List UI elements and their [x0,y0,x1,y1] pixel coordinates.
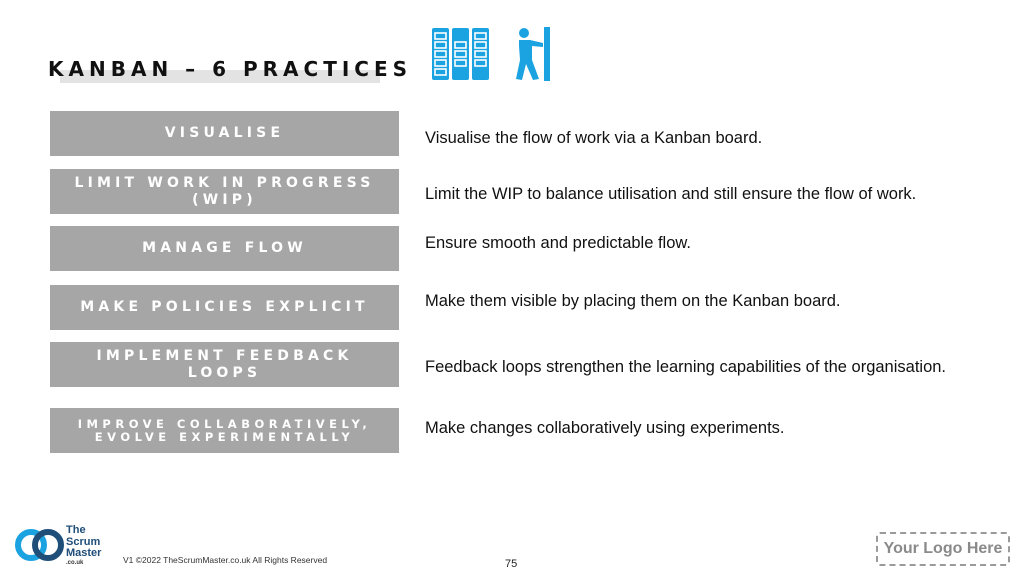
brand-domain: .co.uk [66,559,84,566]
page-number: 75 [505,558,518,570]
practice-description: Visualise the flow of work via a Kanban board. [425,129,763,147]
practice-description: Make changes collaboratively using experiments. [425,419,785,437]
brand-wordmark [66,525,101,567]
brand-line: Scrum [66,535,101,548]
title-block [48,56,413,84]
practice-description: Limit the WIP to balance utilisation and still ensure the flow of work. [425,185,917,203]
practice-visualise [50,111,399,156]
practice-description: Ensure smooth and predictable flow. [425,234,691,252]
practice-label: IMPROVE COLLABORATIVELY, EVOLVE EXPERIMENTALLY [77,416,372,444]
kanban-board-icon [431,26,491,82]
practice-limit-wip [50,169,399,214]
practice-feedback-loops [50,342,399,387]
practice-description: Feedback loops strengthen the learning capabilities of the organisation. [425,358,947,376]
practice-description: Make them visible by placing them on the Kanban board. [425,292,841,310]
practice-label: MANAGE FLOW [142,240,307,256]
brand-line: The [66,524,86,536]
practice-label: MAKE POLICIES EXPLICIT [80,299,369,315]
person-pushing-board-icon [514,26,554,82]
practice-label: LIMIT WORK IN PROGRESS (WIP) [74,174,375,208]
copyright-text: V1 ©2022 TheScrumMaster.co.uk All Rights Reserved [123,555,328,565]
page-title: KANBAN – 6 PRACTICES [48,57,413,81]
practice-label: IMPLEMENT FEEDBACK LOOPS [96,347,353,381]
practice-make-policies-explicit [50,285,399,330]
practice-improve-collaboratively [50,408,399,453]
logo-placeholder: Your Logo Here [876,532,1010,566]
brand-line: Master [66,547,102,559]
practice-label: VISUALISE [164,125,285,141]
practice-manage-flow [50,226,399,271]
